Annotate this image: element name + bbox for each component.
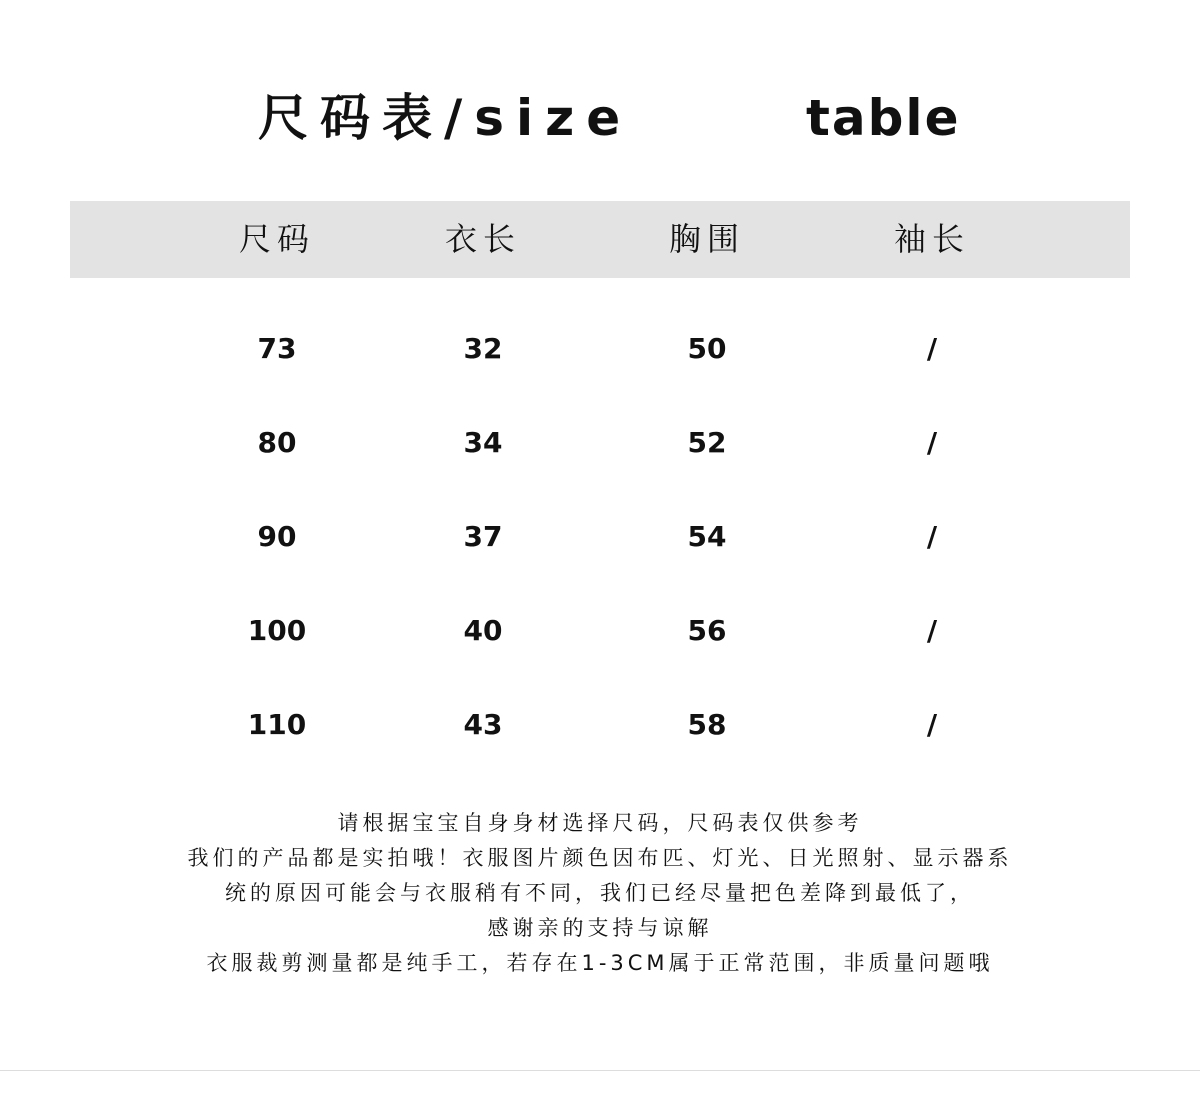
cell-size: 100 xyxy=(247,614,307,647)
cell-sleeve: / xyxy=(926,426,938,459)
cell-sleeve: / xyxy=(926,520,938,553)
cell-size: 73 xyxy=(257,332,297,365)
cell-length: 34 xyxy=(463,426,503,459)
table-row xyxy=(0,396,1200,490)
cell-size: 80 xyxy=(257,426,297,459)
cell-length: 40 xyxy=(463,614,503,647)
page-title xyxy=(0,78,1200,158)
cell-chest: 52 xyxy=(687,426,727,459)
header-size: 尺码 xyxy=(238,220,315,258)
table-row xyxy=(0,490,1200,584)
note-line: 衣服裁剪测量都是纯手工，若存在1-3CM属于正常范围，非质量问题哦 xyxy=(206,951,994,975)
note-line: 请根据宝宝自身身材选择尺码，尺码表仅供参考 xyxy=(337,811,863,835)
cell-sleeve: / xyxy=(926,708,938,741)
note-line: 感谢亲的支持与谅解 xyxy=(487,916,713,940)
cell-length: 32 xyxy=(463,332,503,365)
header-sleeve: 袖长 xyxy=(893,220,970,258)
note-line: 我们的产品都是实拍哦！衣服图片颜色因布匹、灯光、日光照射、显示器系 xyxy=(187,846,1013,870)
cell-chest: 50 xyxy=(687,332,727,365)
size-notes xyxy=(0,806,1200,981)
table-header xyxy=(70,201,1130,278)
cell-sleeve: / xyxy=(926,332,938,365)
cell-chest: 56 xyxy=(687,614,727,647)
table-row xyxy=(0,302,1200,396)
cell-chest: 54 xyxy=(687,520,727,553)
title-main: 尺码表/size xyxy=(258,89,633,147)
cell-size: 90 xyxy=(257,520,297,553)
cell-length: 43 xyxy=(463,708,503,741)
header-length: 衣长 xyxy=(444,220,521,258)
title-suffix: table xyxy=(806,89,961,147)
size-table-body xyxy=(0,302,1200,772)
cell-sleeve: / xyxy=(926,614,938,647)
cell-length: 37 xyxy=(463,520,503,553)
table-row xyxy=(0,678,1200,772)
bottom-divider xyxy=(0,1070,1200,1071)
cell-chest: 58 xyxy=(687,708,727,741)
table-row xyxy=(0,584,1200,678)
header-chest: 胸围 xyxy=(668,220,745,258)
cell-size: 110 xyxy=(247,708,307,741)
note-line: 统的原因可能会与衣服稍有不同，我们已经尽量把色差降到最低了， xyxy=(225,881,975,905)
